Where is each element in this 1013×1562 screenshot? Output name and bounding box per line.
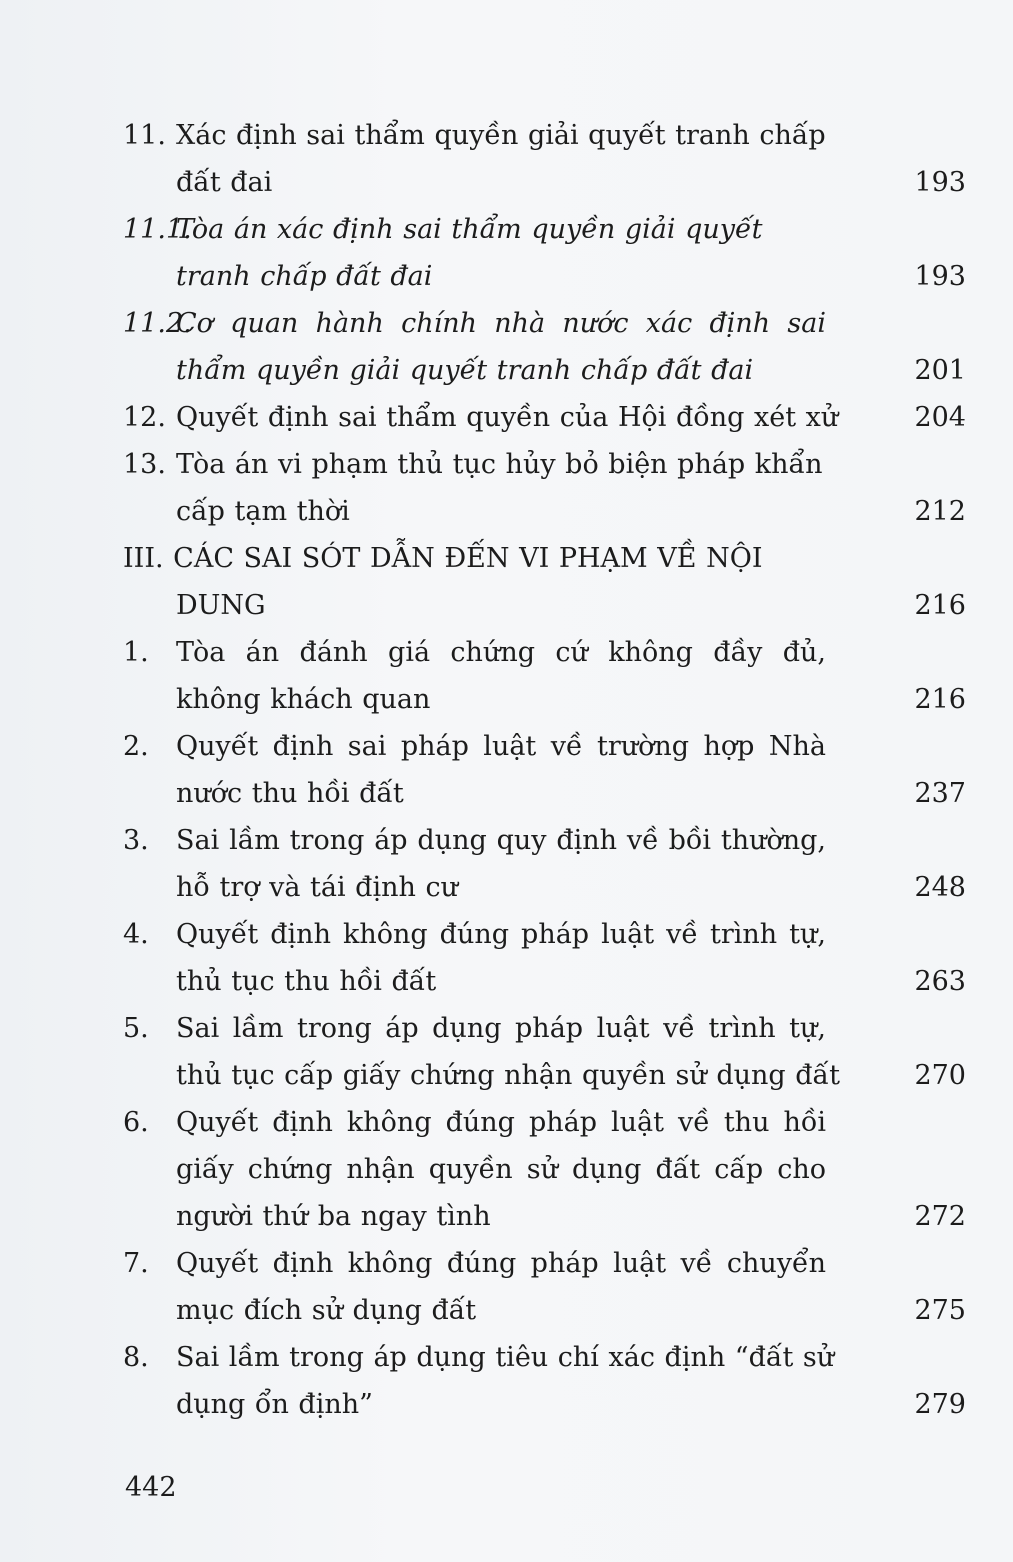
toc-entry-text: hỗ trợ và tái định cư (176, 872, 458, 903)
toc-line (0, 1193, 1013, 1240)
toc-line (0, 1334, 1013, 1381)
toc-entry-number: 5. (123, 1013, 149, 1044)
toc-entry-text: người thứ ba ngay tình (176, 1201, 491, 1232)
toc-entry-text: III. CÁC SAI SÓT DẪN ĐẾN VI PHẠM VỀ NỘI (123, 543, 763, 574)
toc-entry-text: Quyết định không đúng pháp luật về chuyển (176, 1248, 826, 1279)
toc-line (0, 770, 1013, 817)
toc-entry-text: Cơ quan hành chính nhà nước xác định sai (176, 308, 826, 339)
toc-page-number: 237 (914, 778, 966, 809)
toc-entry-number: 11.2. (123, 308, 192, 339)
toc-line (0, 394, 1013, 441)
toc-entry-text: thẩm quyền giải quyết tranh chấp đất đai (176, 355, 754, 386)
toc-entry-text: Tòa án đánh giá chứng cứ không đầy đủ, (176, 637, 826, 668)
toc-line (0, 723, 1013, 770)
toc-entry-text: Quyết định không đúng pháp luật về trình tự, (176, 919, 826, 950)
toc-page-number: 263 (914, 966, 966, 997)
toc-line (0, 1052, 1013, 1099)
toc-entry-text: Quyết định sai thẩm quyền của Hội đồng xét xử (176, 402, 839, 433)
toc-line (0, 253, 1013, 300)
toc-line (0, 300, 1013, 347)
toc-entry-text: Sai lầm trong áp dụng tiêu chí xác định “đất sử (176, 1342, 835, 1373)
toc-line (0, 347, 1013, 394)
toc-entry-text: DUNG (176, 590, 266, 621)
toc-page-number: 272 (914, 1201, 966, 1232)
toc-line (0, 1005, 1013, 1052)
toc-entry-text: Tòa án vi phạm thủ tục hủy bỏ biện pháp khẩn (176, 449, 823, 480)
toc-entry-text: Quyết định không đúng pháp luật về thu hồi (176, 1107, 826, 1138)
toc-entry-number: 1. (123, 637, 149, 668)
toc-entry-number: 3. (123, 825, 149, 856)
toc-line (0, 582, 1013, 629)
toc-entry-text: Xác định sai thẩm quyền giải quyết tranh chấp (176, 120, 826, 151)
toc-page-number: 204 (914, 402, 966, 433)
toc-entry-text: Quyết định sai pháp luật về trường hợp Nhà (176, 731, 826, 762)
toc-line (0, 488, 1013, 535)
toc-page-number: 248 (914, 872, 966, 903)
toc-entry-text: nước thu hồi đất (176, 778, 404, 809)
toc-page-number: 193 (914, 261, 966, 292)
toc-entry-text: giấy chứng nhận quyền sử dụng đất cấp cho (176, 1154, 826, 1185)
toc-entry-text: dụng ổn định” (176, 1389, 373, 1420)
toc-page-number: 212 (914, 496, 966, 527)
toc-entry-text: Tòa án xác định sai thẩm quyền giải quyết (176, 214, 763, 245)
toc-line (0, 159, 1013, 206)
toc-page-number: 193 (914, 167, 966, 198)
toc-line (0, 206, 1013, 253)
toc-line (0, 629, 1013, 676)
toc-line (0, 911, 1013, 958)
toc-entry-text: cấp tạm thời (176, 496, 350, 527)
toc-entry-number: 12. (123, 402, 166, 433)
toc-page-number: 279 (914, 1389, 966, 1420)
toc-entry-number: 11. (123, 120, 166, 151)
toc-entry-number: 2. (123, 731, 149, 762)
toc-line (0, 1240, 1013, 1287)
toc-entry-text: Sai lầm trong áp dụng pháp luật về trình tự, (176, 1013, 826, 1044)
toc-entry-text: Sai lầm trong áp dụng quy định về bồi thường, (176, 825, 826, 856)
toc-page-number: 270 (914, 1060, 966, 1091)
toc-entry-number: 6. (123, 1107, 149, 1138)
toc-entry-number: 13. (123, 449, 166, 480)
toc-page-number: 201 (914, 355, 966, 386)
toc-entry-text: đất đai (176, 167, 273, 198)
toc-line (0, 1381, 1013, 1428)
toc-entry-number: 4. (123, 919, 149, 950)
toc-entry-text: tranh chấp đất đai (176, 261, 433, 292)
toc-line (0, 1099, 1013, 1146)
toc-line (0, 864, 1013, 911)
toc-entry-text: thủ tục cấp giấy chứng nhận quyền sử dụng đất (176, 1060, 840, 1091)
toc-entry-text: mục đích sử dụng đất (176, 1295, 477, 1326)
toc-line (0, 958, 1013, 1005)
toc-entry-number: 7. (123, 1248, 149, 1279)
toc-page-number: 216 (914, 684, 966, 715)
toc-line (0, 676, 1013, 723)
toc-page-number: 275 (914, 1295, 966, 1326)
toc-line (0, 1146, 1013, 1193)
page-number: 442 (125, 1472, 177, 1503)
toc-line (0, 817, 1013, 864)
toc-entry-text: không khách quan (176, 684, 431, 715)
toc-entry-number: 8. (123, 1342, 149, 1373)
toc-page-number: 216 (914, 590, 966, 621)
toc-line (0, 112, 1013, 159)
toc-entry-number: 11.1. (123, 214, 192, 245)
toc-line (0, 441, 1013, 488)
toc-line (0, 535, 1013, 582)
toc-line (0, 1287, 1013, 1334)
toc-entry-text: thủ tục thu hồi đất (176, 966, 437, 997)
